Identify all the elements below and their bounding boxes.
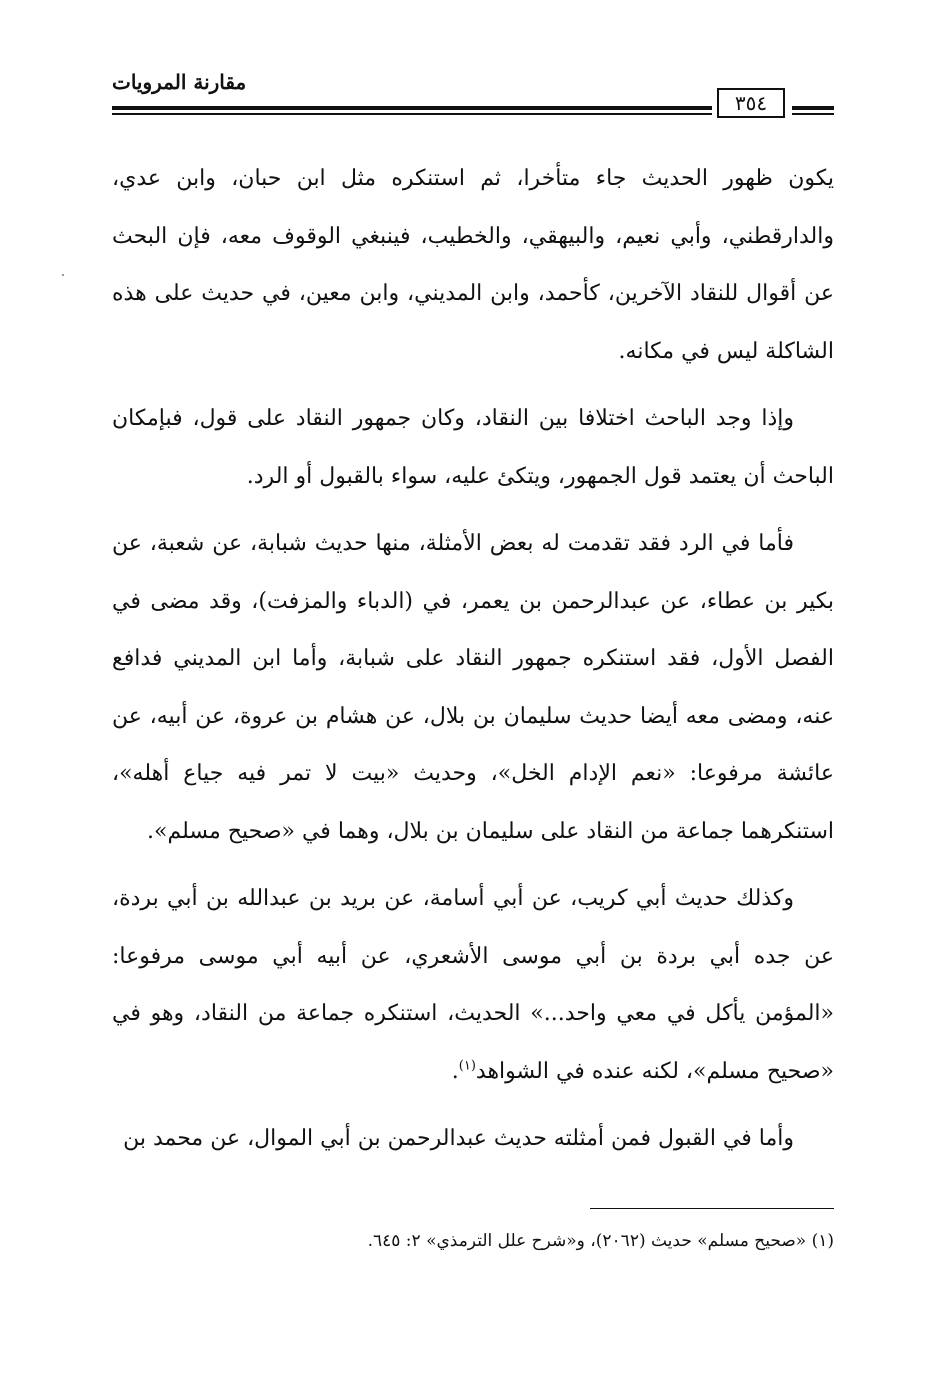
header-rule-thick xyxy=(112,106,712,110)
paragraph-1: يكون ظهور الحديث جاء متأخرا، ثم استنكره مثل ابن حبان، وابن عدي، والدارقطني، وأبي نعيم، والبيهقي، والخطيب، فينبغي الوقوف معه، فإن البحث عن أقوال للنقاد الآخرين، كأحمد، وابن المديني، وابن معين، في حديث على هذه الشاكلة ليس في مكانه. xyxy=(112,166,834,364)
page-number: ٣٥٤ xyxy=(734,91,768,115)
header-rule-short-thick xyxy=(792,106,834,110)
paragraph-5: وأما في القبول فمن أمثلته حديث عبدالرحمن بن أبي الموال، عن محمد بن xyxy=(123,1126,794,1151)
paragraph-2: وإذا وجد الباحث اختلافا بين النقاد، وكان جمهور النقاد على قول، فبإمكان الباحث أن يعتمد قول الجمهور، ويتكئ عليه، سواء بالقبول أو الرد. xyxy=(112,406,834,489)
footnote-reference[interactable]: (١) xyxy=(458,1058,476,1074)
margin-dot xyxy=(62,274,64,276)
paragraph-4-end: . xyxy=(451,1058,459,1084)
body-text xyxy=(112,150,834,1178)
header-rule-short-thin xyxy=(792,113,834,115)
running-title: مقارنة المرويات xyxy=(112,70,247,94)
paragraph-4 xyxy=(112,870,834,1100)
header-rule-thin xyxy=(112,113,712,115)
paragraph-3: فأما في الرد فقد تقدمت له بعض الأمثلة، منها حديث شبابة، عن شعبة، عن بكير بن عطاء، عن عبدالرحمن بن يعمر، في (الدباء والمزفت)، وقد مضى في الفصل الأول، فقد استنكره جمهور النقاد على شبابة، وأما ابن المديني فدافع عنه، ومضى معه أيضا حديث سليمان بن بلال، عن هشام بن عروة، عن أبيه، عن عائشة مرفوعا: «نعم الإدام الخل»، وحديث «بيت لا تمر فيه جياع أهله»، استنكرهما جماعة من النقاد على سليمان بن بلال، وهما في «صحيح مسلم». xyxy=(112,531,834,844)
page-header xyxy=(112,70,834,122)
page-number-box xyxy=(717,88,785,118)
footnote-separator xyxy=(590,1208,834,1209)
paragraph-4-text: وكذلك حديث أبي كريب، عن أبي أسامة، عن بريد بن عبدالله بن أبي بردة، عن جده أبي بردة بن أبي موسى الأشعري، عن أبيه أبي موسى مرفوعا: «المؤمن يأكل في معي واحد...» الحديث، استنكره جماعة من النقاد، وهو في «صحيح مسلم»، لكنه عنده في الشواهد xyxy=(112,886,834,1084)
footnote: (١) «صحيح مسلم» حديث (٢٠٦٢)، و«شرح علل الترمذي» ٢: ٦٤٥. xyxy=(367,1231,834,1251)
